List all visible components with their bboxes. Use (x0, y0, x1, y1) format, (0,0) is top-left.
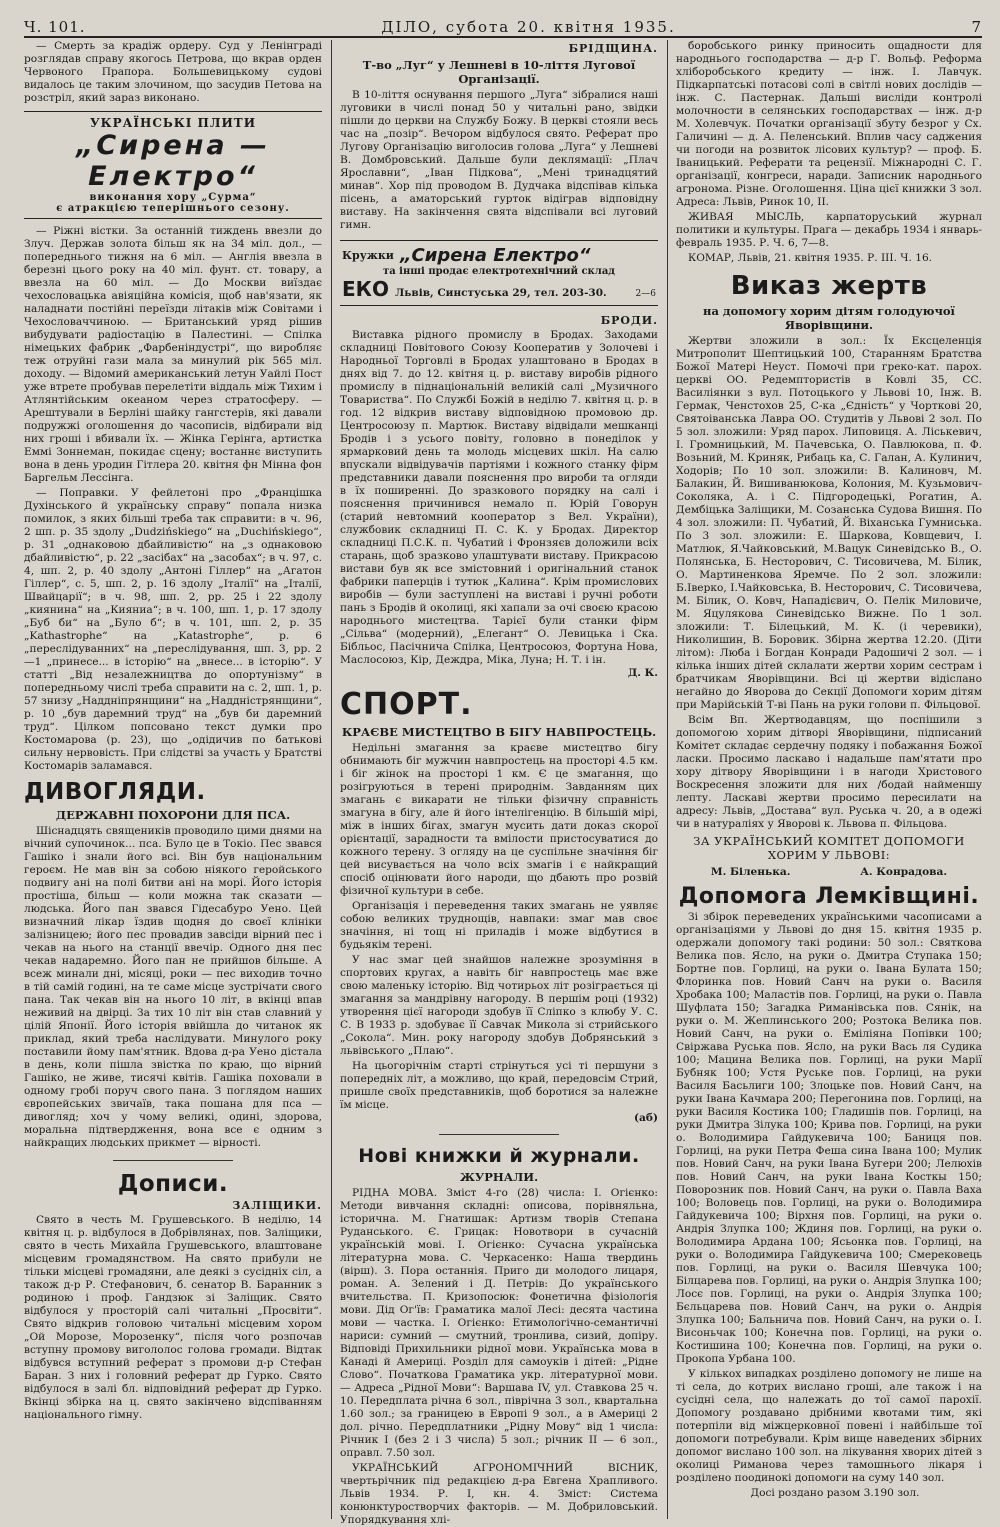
signature-bilenka: М. Біленька. (710, 866, 791, 878)
article-donations-list: Жертви зложили в зол.: Їх Ексцеленція Митрополит Шептицький 100, Старанням Братства Божої Матері Неуст. Помочі при греко-кат. парох. церкві ОО. Редемптористів в Ковлі 35, СС. Василіянки з вул. Потоцького у Львові 10, Інж. В. Гермак, Ченстохов 25, С-ка „Єдність“ у Чорткові 20, Святоіванська Лавра ОО. Студитів у Львові 2 зол. По 5 зол. зложили: Уряд парох. Липовиця. А. Ліськевич, І. Громницький, М. Пачевська, О. Павлюкова, п. Ф. Возьний, М. Криняк, Рибаць ка, С. Галан, А. Кулинич, Ходорів; По 10 зол. зложили: В. Калиновч, М. Балакин, Й. Вишиванюкова, Колония, М. Кузьмович-Соколяка, А. і С. Підгородецькі, Рогатин, А. Дембіцька Заліщики, М. Созанська Судова Вишня. По 4 зол. зложили: П. Чубатий, Й. Віханська Гумниська. По 3 зол. зложили: Е. Шаркова, Ковщевич, І. Матлюк, Я.Чайковський, М.Вацук Синевідсько В., О. Полянська, Б. Несторович, С. Тисовичева, М. Білик, О. Мартиненкова Яремче. По 2 зол. зложили: Б.Іверко, І.Чайковська, В. Несторович, С. Тисовичева, М. Білик, О. Ковч, Нападієвич, О. Пелік Миловиче, М. Яцулякова Синевідсько Вижне. По 1 зол. зложили: Т. Білецький, М. К. (і черевики), Николишин, В. Боровик. Збірна жертва 12.20. (Діти літом): Люба і Богдан Конради Радошичі 2 зол. — і кілька інших дітей склалати жертви хорим сестрам і братчикам Яворівщини. Всі ці жертви відіслано негайно до Яворова до Секції Допомоги хорим дітям при Марійській Т-ві Пань на руки голови п. Фільцової. (676, 335, 982, 711)
separator (439, 1134, 559, 1135)
ad-brand: „Сирена — Електро“ (75, 130, 271, 192)
column-2 (340, 40, 658, 1526)
ad2-code: 2—6 (635, 289, 656, 299)
column-3 (676, 40, 982, 1519)
subheading-luh: Т-во „Луг“ у Лешневі в 10-ліття Лугової Організації. (362, 58, 636, 86)
lemko-total: Досі роздано разом 3.190 зол. (750, 1487, 920, 1499)
heading-sport: СПОРТ. (340, 687, 473, 722)
committee-line: ЗА УКРАЇНСЬКИЙ КОМІТЕТ ДОПОМОГИ ХОРИМ У ЛЬВОВІ: (693, 834, 965, 862)
article-various-news: — Ріжні вістки. За останній тиждень ввезли до Злуч. Держав золота більш як на 34 міл. дол., — попереднього тижня на 6 міл. — Англія ввезла в березні цього року на 40 міл. фунт. ст. товару, а ввезла на 60 міл. — До Москви виїздає чехословацька авіяційна комісія, щоб нав'язати, як наладнати постійні переїзди літаків між Совітами і Чехословаччиною. — Британський уряд рішив вибудувати радіостацію в Палестині. — Спілка німецьких фабрик „Фарбеніндустрі“, що виробляє теж отруйні гази мала за минулий рік 565 міл. доходу. — Відомий американський летун Уайлі Пост уже втрете пробував перелетіти віддаль між Тихим і Атлянтійським океаном через стратосферу. — Арештували в Берліні шайку гангстерів, які давали подружжі оголошення до часописів, відбирали від них гроші і вбивали їх. — Жінка Герінга, артистка Еммі Зоннеман, покидає сцену; востаннє виступить вона в день уродин Гітлера 20. квітня фн Мінна фон Баргельм Лессінга. (24, 225, 322, 484)
article-agro-visnyk: УКРАЇНСЬКИЙ АГРОНОМІЧНИЙ ВІСНИК, чвертьрічник під редакцією д-ра Евгена Храпливого. Львів 1934. Р. І, кн. 4. Зміст: Система конюнктуростворчих факторів. — М. Добрилoвський. Упорядкування хлі- (340, 1462, 658, 1526)
article-ridna-mova: РІДНА МОВА. Зміст 4-го (28) числа: І. Огієнко: Методи вивчання складні: описова, порівняльна, історична. М. Гнатишак: Артизм творів Степана Руданського. Є. Грицак: Новотвори в сучасній українській мові. І. Огієнко: Сучасна українська літературна мова. С. Черкасенко: Наша твердинь (вірш). 3. Пора останнія. Приго ди молодого лицаря, роман. А. Зелений і Д. Петрів: До українського вчительства. П. Кризопосюк: Фонетична фізіологія мови. Дід Ог'їв: Граматика малої Лесі: десята частина мови — частка. І. Огієнко: Етимологічно-семантичні нариси: сумний — смутний, тронлива, сизий, допіру. Відповіді Прихильники рідної мови. Українська мова в Канаді й Америці. Розділ для самоуків і дітей: „Рідне Слово“. Початкова Граматика укр. літературної мови. — Адреса „Рідної Мови“: Варшава IV, ул. Ставкова 25 ч. 10. Передплата річна 6 зол., піврічна 3 зол., квартальна 1.60 зол.; за границею в Европі 9 зол., а в Америці 2 дол. річно. Передплатники „Рідну Мову“ від 1 числа: Річник І (без 2 і 3 числа) 5 зол.; річник II — 6 зол., оправл. 7.50 зол. (340, 1187, 658, 1459)
heading-brid: БРІДЩИНА. (568, 42, 658, 55)
separator (113, 1160, 233, 1161)
article-sport-3: У нас змаг цей знайшов належне зрозуміння в спортових кругах, а навіть біг навпростець має вже свою маленьку історію. Від чотирьох літ розіграється ці змагання за мандрівну нагороду. В першім році (1932) утворення цієї нагороди здобув її Сліпко з клюбу У. С. С. В 1933 р. здобуває її Савчак Микола зі стрийського „Сокола“. Мин. року нагороду здобув Добрянський з львівського „Плаю“. (340, 954, 658, 1057)
subheading-cross-country: КРАЄВЕ МИСТЕЦТВО В БІГУ НАВПРОСТЕЦЬ. (341, 725, 657, 739)
article-luh: В 10-ліття оснування першого „Луга“ зібралися наші луговики в числі понад 50 у читальні рано, звідки пішли до церкви на Службу Божу. В церкві стояли весь час на „позір“. Вечором відбулося свято. Реферат про Лугову Організацію виголосив голова „Луга“ у Лешневі В. Домбровський. Дальше були деклямації: „Плач Ярославни“, „Іван Підкова“, „Мені тринадцятий минав“. Хор під проводом В. Дудчака відспівав кілька пісень, а аматорський гурток відіграв відповідну виставу. На закінчення свята відспівали всі луговий гимн. (340, 89, 658, 231)
article-brody: Виставка рідного промислу в Бродах. Заходами складниці Повітового Союзу Кооператив у Золочеві і Народньої Торговлі в Бродах улаштовано в Бродах в днях від 7. до 12. квітня ц. р. виставу виробів рідного промислу в піднаціональній великій салі „Музичного Товариства“. По Службі Божій в неділю 7. квітня ц. р. в год. 12 відкрив виставу відповідною промовою др. Центросоюзу п. Мартюк. Виставу відвідали мешканці Бродів і з усього повіту, головно в понеділок у ярмарковий день та молодь місцевих шкіл. На салю впускали відвідувачів партіями і кожного станку фірм представники давали пояснення про вироби та огляди в їх поширенні. До зразкового порядку на салі і пояснення причинився немало п. Юрій Говорун (старий невтомний кооператор з Вел. України), службовик складниці П. С. К. у Бродах. Директор складниці П.С.К. п. Чубатий і Фронзяєв доложили всіх старань, щоб зразково улаштувати виставу. Прикрасою вистави був як все змістовний і оригінальний станок фабрики паперців і тутюк „Калина“. Крім промислових виробів — були заступлені на виставі і ручні роботи пань з Бродів й околиці, які хапали за очі своєю красою народнього мистецтва. Тарієї були станки фірм „Сільва“ (модерний), „Елегант“ О. Левицька і Ска. Бібльос, Пасічнича Спілка, Центросоюз, Фортуна Нова, Маслосоюз, Кір, Деждра, Міка, Луна; Н. Т. і ін. (340, 329, 658, 666)
article-sport-2: Організація і переведення таких змагань не уявляє собою великих труднощів, навпаки: змаг мав своє значіння, ні тощ ні приладів і може відбутися в будьякім терені. (340, 900, 658, 951)
committee-signatures (676, 866, 982, 878)
article-lemko-notes: У кількох випадках розділено допомогу не лише на ті села, до котрих вислано гроші, але також і на сусідні села, що належать до тої самої парохії. Допомогу роздавано дрібними квотами тим, які потерпіли від міжцерковної повені і найбільше тої допомоги потребували. Крім вище наведених збірних допомог вислано 100 зол. на лікування хворих дітей з околиці Риманова через тамошнього лікаря і розділено поодинокі допомоги на суму 140 зол. (676, 1368, 982, 1484)
subheading-journals: ЖУРНАЛИ. (459, 1170, 539, 1184)
ad-line-4: є атракцією теперішнього сезону. (56, 203, 290, 214)
subheading-dog-funeral: ДЕРЖАВНІ ПОХОРОНИ ДЛЯ ПСА. (55, 808, 291, 822)
heading-reports: Дописи. (117, 1171, 229, 1197)
article-donations-thanks: Всім Вп. Жертводавцям, що поспішили з допомогою хорим дітворі Яворівщини, підписаний Комітет складає сердечну подяку і побажання Божої ласки. Просимо ласкаво і надальше пам'ятати про хору дітвору Яворівщини і в нагоди Христового Воскресення зложити для них /бодай найменшу лепту. Ласкаві жертви просимо пересилати на адресу: Львів, „Достава“ вул. Руська ч. 20, а в одежі чи в натураліях у Яворові к. Львова п. Фільцова. (676, 714, 982, 830)
ad2-brand: „Сирена Електро“ (399, 245, 591, 266)
ad2-prefix: Кружки (342, 249, 394, 262)
article-zalishchyky: Свято в честь М. Грушевського. В неділю, 14 квітня ц. р. відбулося в Добрівлянах, пов. Заліщики, свято в честь Михайла Грушевського, влаштоване місцевим громадянством. На свято прибули не тільки місцеві громадяни, але деякі з сусідніх сіл, а також д-р Р. Стефанович, б. сенатор В. Баранник з родиною і проф. Гандзюк зі Заліщик. Свято відбулося у просторій салі читальні „Просвіти“. Свято відкрив головою читальні місцевим хором „Ой Морозе, Морозенку“, після чого розпочав вступну промову вигололос голова громади. Відтак відбувся вступний реферат з промови д-р Стефан Баран. З них і головний реферат др Гурко. Свято відбулося в залі бл. відповідний реферат др Гурко. Вкінці збірка на ц. свято закінчено відспіванням національного гімну. (24, 1214, 322, 1421)
article-komar: КОМАР, Львів, 21. квітня 1935. Р. III. Ч. 16. (688, 252, 933, 264)
ad2-line2: та інші продає електротехнічний склад (383, 266, 615, 277)
subheading-zalishchyky: ЗАЛІЩИКИ. (232, 1199, 322, 1212)
page-number: 7 (971, 18, 982, 36)
article-sport-1: Недільні змагання за краєве мистецтво бігу обнимають біг мужчин навпростець на просторі 4.5 км. і біг жінок на просторі 1 км. Є це змагання, що розігруються в терені природнім. Завданням цих змагань є викарати не тільки фізичну справність змагуна в бігу, але й його інтелігенцію. В більшій мірі, між в інших бігах, змагун мусить дати доказ скорої орієнтації, зарадности та вмілости пристосуватися до кожного терену. З огляду на це суспільне значіння біг цей висувається на чоло всіх змагів і є найкращий спосіб оцінювати його народи, що дбають про розвій фізичної культури в себе. (340, 742, 658, 897)
heading-books: Нові книжки й журнали. (358, 1145, 640, 1167)
signature-brody: Д. К. (627, 667, 658, 679)
heading-lemko-aid: Допомога Лемківщині. (678, 884, 980, 909)
article-order-theft: — Смерть за крадіж ордеру. Суд у Ленінграді розглядав справу якогось Петрова, що вкрав орден Червоного Прапора. Большевицькому судові видалось це таким злочином, що засудив Петова на розстріл, який зараз виконано. (24, 40, 322, 104)
ad-line-3: виконання хору „Сурма“ (89, 192, 257, 203)
article-zhyvaya-mysl: ЖИВАЯ МЫСЛЬ, карпаторуський журнал политики и культуры. Прага — декабрь 1934 і январь-февраль 1935. Р. Ч. 6, 7—8. (676, 211, 982, 249)
issue-number: Ч. 101. (24, 18, 86, 36)
advert-sirena-records (24, 111, 322, 219)
advert-eko (340, 240, 658, 306)
signature-konradova: А. Конрадова. (860, 866, 948, 878)
heading-brody: БРОДИ. (600, 314, 658, 327)
ad2-address: Львів, Синстуська 29, тел. 203-30. (395, 287, 607, 299)
heading-donations: Виказ жертв (730, 271, 928, 301)
heading-curiosities: ДИВОГЛЯДИ. (24, 779, 206, 805)
signature-sport: (аб) (634, 1112, 658, 1124)
column-1 (24, 40, 322, 1519)
article-dog-funeral: Шіснадцять священиків проводило цими днями на вічний супочинок... пса. Було це в Токіо. Пес звався Гашіко і знали його всі. Він був національним героєм. Не мав він за собою ніякого геройського подвигу ані на полі битви ані на морі. Його історія простіша, більш — коли можна так сказати — людська. Його пан звався Гідесабуро Уено. Цей визначний лікар їздив щодня до своєї клініки залізницею; його пес провадив завсіди вірний пес і чекав на нього на станції ввечір. Одного дня пес чекав надаремно. Його пан не прийшов більше. А всеж минали дні, місяці, роки — пес виходив точно в тій самій годині, на те саме місце зустрічати свого пана. Так чекав він на нього 10 літ, в вкінці впав неживий на двірці. За тих 10 літ він став славний у цілій Японії. Його історія ввійшла до читанок як приклад, який треба наслідувати. Минулого року поставили йому пам'ятник. Вдова д-ра Уено дістала в день, коли пішла звістка по краю, що вірний Гашіко, не живе, тисячі квітів. Гашіка поховали в одному гробі поруч свого пана. З поглядом наших європейських звичаїв, така пошана для пса — дивогляд; хоч у чому великі, одині, здорова, моральна підтвердження, вона все є одним з найкращих людських прикмет — вірності. (24, 825, 322, 1149)
article-agro-continued: боробського ринку приносить ощадности для народнього господарства — д-р Г. Вольф. Реформа хліборобського кредиту — інж. І. Лавчук. Підкарпатські потасові солі в світлі нових дослідів — інж. С. Пастернак. Дальші висліди контролі молочности в селянських господарствах — інж. д-р М. Холевчук. Початки організації збуту безрог у Сх. Галичині — д. А. Пеленський. Вплив часу саджения чи погоди на розвиток лісових культур? — проф. Б. Іваницький. Реферати та рецензії. Міжнародні С. Г. організації, конгреси, наради. Записник народнього агронома. Різне. Оголошення. Ціна цієї книжки 3 зол. Адреса: Львів, Ринок 10, II. (676, 40, 982, 208)
ad2-eko: ЕКО (342, 277, 390, 301)
masthead (24, 8, 982, 38)
ad-line-1: УКРАЇНСЬКІ ПЛИТИ (89, 116, 257, 130)
subheading-donations: на допомогу хорим дітям голодуючої Яворівщини. (703, 304, 955, 332)
paper-title-date: ДІЛО, субота 20. квітня 1935. (381, 18, 676, 36)
article-lemko-list: Зі збірок переведених українськими часописами а організаціями у Львові до дня 15. квітня 1935 р. одержали допомогу такі родини: 50 зол.: Святкова Велика пов. Ясло, на руки о. Дмитра Ступака 150; Бортне пов. Горлиці, на руки о. Івана Булата 150; Флоринка пов. Новий Санч на руки о. Василя Хробака 100; Маластів пов. Горлиці, на руки о. Павла Шуфлата 150; Загадка Риманівська пов. Сянік, на руки о. М. Жеплинського 200; Розтока Велика пов. Новий Санч, на руки о. Еміліяна Попівки 100; Свіржава Руська пов. Ясло, на руки Вась ля Судика 100; Мацина Велика пов. Горлиці, на руки Марії Бубняк 100; Устя Руське пов. Горлиці, на руки Василя Басьлиги 100; Злоцьке пов. Новий Санч, на руки Івана Качмара 200; Перегонина пов. Горлиці, на руки Василя Костика 100; Гладишів пов. Горлиці, на руки Дмитра Зілука 100; Крива пов. Горлиці, на руки о. Володимира Гайдукевича 100; Баниця пов. Горлиці, на руки Петра Феша сина Івана 100; Мулик пов. Новий Санч, на руки Івана Бугери 200; Лелюхів пов. Новий Санч, на руки Івана Косткы 150; Поворозник пов. Новий Санч, на руки о. Павла Ваха 100; Воловець пов. Горлиці, на руки о. Володимира Гайдукевича 100; Вірхня пов. Горлиці, на руки о. Андрія Злупка 100; Ждиня пов. Горлиці, на руки о. Володимира Ардана 100; Ясьонка пов. Горлиці, на руки о. Володимира Гайдукевича 100; Смерековець пов. Горлиці, на руки о. Василя Шевчука 100; Білцарева пов. Горлиці, на руки о. Андрія Злупка 100; Лосє пов. Горлиці, на руки о. Андрія Злупка 100; Бєльцарева пов. Новий Санч, на руки о. Андрія Злупка 100; Бальнича пов. Новий Санч, на руки о. І. Висоньчак 100; Конечна пов. Горлиці, на руки о. Костишина 100; Конечна пов. Горлиці, на руки о. Прокопа Урбана 100. (676, 911, 982, 1365)
article-sport-4: На цьогорічнім старті стрінуться усі ті першуни з попередніх літ, а можливо, що край, передовсім Стрий, пришле своїх представників, щоб боротися за належне їм місце. (340, 1060, 658, 1111)
article-corrections: — Поправки. У фейлетоні про „Францішка Духінського й українську справу“ попала низка помилок, з яких більші треба так справити: в ч. 96, 2 шп. р. 35 здолу „Dudzińskiego“ на „Duchińskiego“, р. 31 „однаковою дбайливістю“ на „з однаковою дбайливістю“, р. 22 „засібах“ на „засобах“; в ч. 97, с. 4, шп. 2, р. 40 здолу „Антоні Гіллер“ на „Агатон Гіллер“, с. 5, шп. 2, р. 16 здолу „Італії“ на „Італії, Швайцарії“; в ч. 98, шп. 2, рр. 25 і 22 здолу „киянина“ на „Кияниа“; в ч. 100, шп. 1, р. 17 здолу „Буб би“ на „Було б“; в ч. 101, шп. 2, р. 35 „Kathastrophe“ на „Katastrophe“, р. 6 „переслідуванних“ на „переслідування, шп. 3, рр. 2—1 „принесе... в історію“ на „внесе... в історію“. У статті „Від незалежництва до опортунізму“ в попередньому числі треба справити на с. 2, шп. 1, р. 57 знизу „Наддніпрянщини“ на „Наддністрянщини“, р. 10 „був даремний труд“ на „був би даремний труд“. Цілком попсовано текст думки про Костомарова (р. 23), що „одідичив по батькові сильну нервовість. При слідстві за участь у Братстві Костомарів заламався. (24, 487, 322, 772)
